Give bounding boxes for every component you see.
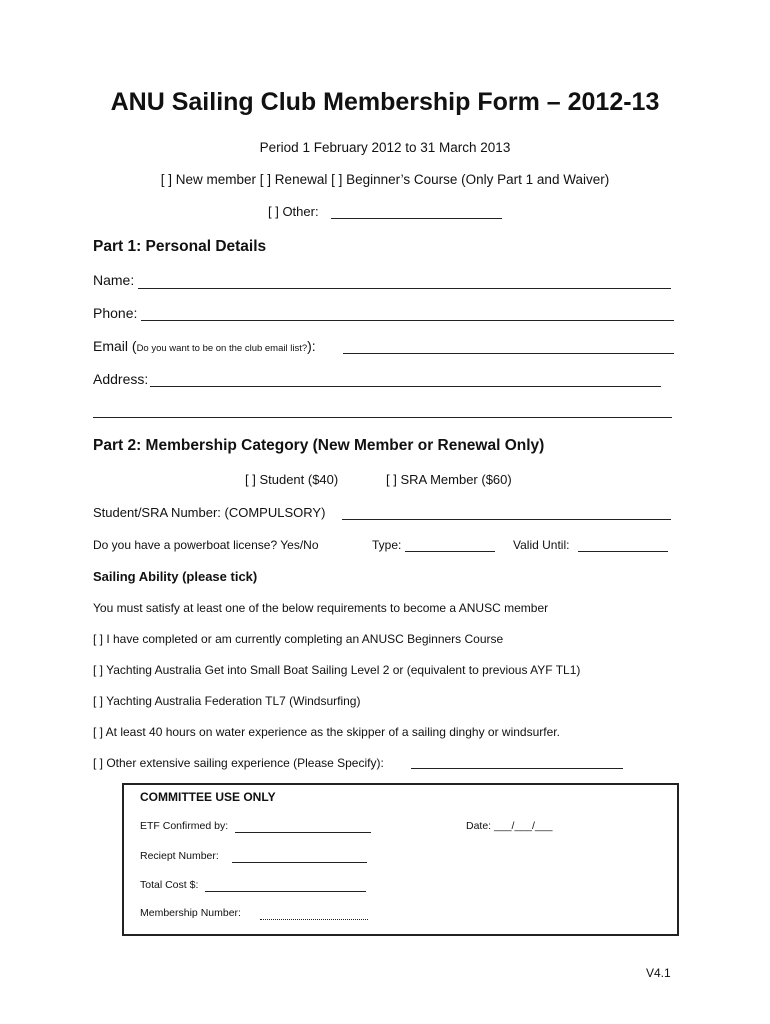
other-input-line[interactable]	[331, 218, 502, 219]
license-type-label: Type:	[372, 538, 402, 552]
student-number-input-line[interactable]	[342, 519, 671, 520]
etf-confirmed-input-line[interactable]	[235, 832, 371, 833]
address-input-line-2[interactable]	[93, 417, 672, 418]
email-label-suffix: ):	[307, 338, 316, 354]
ability-option-other[interactable]: [ ] Other extensive sailing experience (Please Specify):	[93, 756, 384, 770]
valid-until-label: Valid Until:	[513, 538, 570, 552]
email-label-row	[93, 338, 316, 354]
name-label: Name:	[93, 272, 135, 288]
email-label: Email (	[93, 338, 137, 354]
sra-option[interactable]: [ ] SRA Member ($60)	[386, 472, 512, 487]
phone-label: Phone:	[93, 305, 138, 321]
valid-until-input-line[interactable]	[578, 551, 668, 552]
student-option[interactable]: [ ] Student ($40)	[245, 472, 339, 487]
total-cost-label: Total Cost $:	[140, 879, 199, 891]
sailing-ability-intro: You must satisfy at least one of the below requirements to become a ANUSC member	[93, 601, 549, 615]
address-input-line[interactable]	[150, 386, 661, 387]
license-type-input-line[interactable]	[405, 551, 495, 552]
ability-option-small-boat-level2[interactable]: [ ] Yachting Australia Get into Small Boat Sailing Level 2 or (equivalent to previous AYF TL1)	[93, 663, 581, 677]
other-experience-input-line[interactable]	[411, 768, 623, 769]
membership-type-options[interactable]: [ ] New member [ ] Renewal [ ] Beginner’s Course (Only Part 1 and Waiver)	[160, 172, 610, 187]
address-label: Address:	[93, 371, 149, 387]
email-list-note: Do you want to be on the club email list?	[136, 343, 308, 354]
period-text: Period 1 February 2012 to 31 March 2013	[259, 140, 511, 155]
name-input-line[interactable]	[138, 288, 671, 289]
membership-number-label: Membership Number:	[140, 907, 241, 919]
ability-option-40-hours[interactable]: [ ] At least 40 hours on water experience as the skipper of a sailing dinghy or windsurfer.	[93, 725, 560, 739]
sailing-ability-heading: Sailing Ability (please tick)	[93, 569, 258, 584]
etf-confirmed-label: ETF Confirmed by:	[140, 820, 229, 832]
email-input-line[interactable]	[343, 353, 674, 354]
phone-input-line[interactable]	[141, 320, 674, 321]
part2-heading: Part 2: Membership Category (New Member or Renewal Only)	[93, 437, 545, 454]
committee-date-field[interactable]: Date: ___/___/___	[466, 820, 553, 832]
form-title: ANU Sailing Club Membership Form – 2012-13	[110, 88, 660, 116]
total-cost-input-line[interactable]	[205, 891, 366, 892]
receipt-number-input-line[interactable]	[232, 862, 367, 863]
ability-option-tl7-windsurfing[interactable]: [ ] Yachting Australia Federation TL7 (Windsurfing)	[93, 694, 361, 708]
membership-number-input-line[interactable]	[260, 919, 368, 920]
receipt-number-label: Reciept Number:	[140, 850, 219, 862]
committee-heading: COMMITTEE USE ONLY	[140, 790, 276, 804]
version-label: V4.1	[646, 966, 671, 980]
student-number-label: Student/SRA Number: (COMPULSORY)	[93, 505, 326, 520]
other-option-label[interactable]: [ ] Other:	[268, 204, 319, 219]
powerboat-license-question[interactable]: Do you have a powerboat license? Yes/No	[93, 538, 319, 552]
ability-option-beginners-course[interactable]: [ ] I have completed or am currently completing an ANUSC Beginners Course	[93, 632, 504, 646]
part1-heading: Part 1: Personal Details	[93, 238, 267, 255]
